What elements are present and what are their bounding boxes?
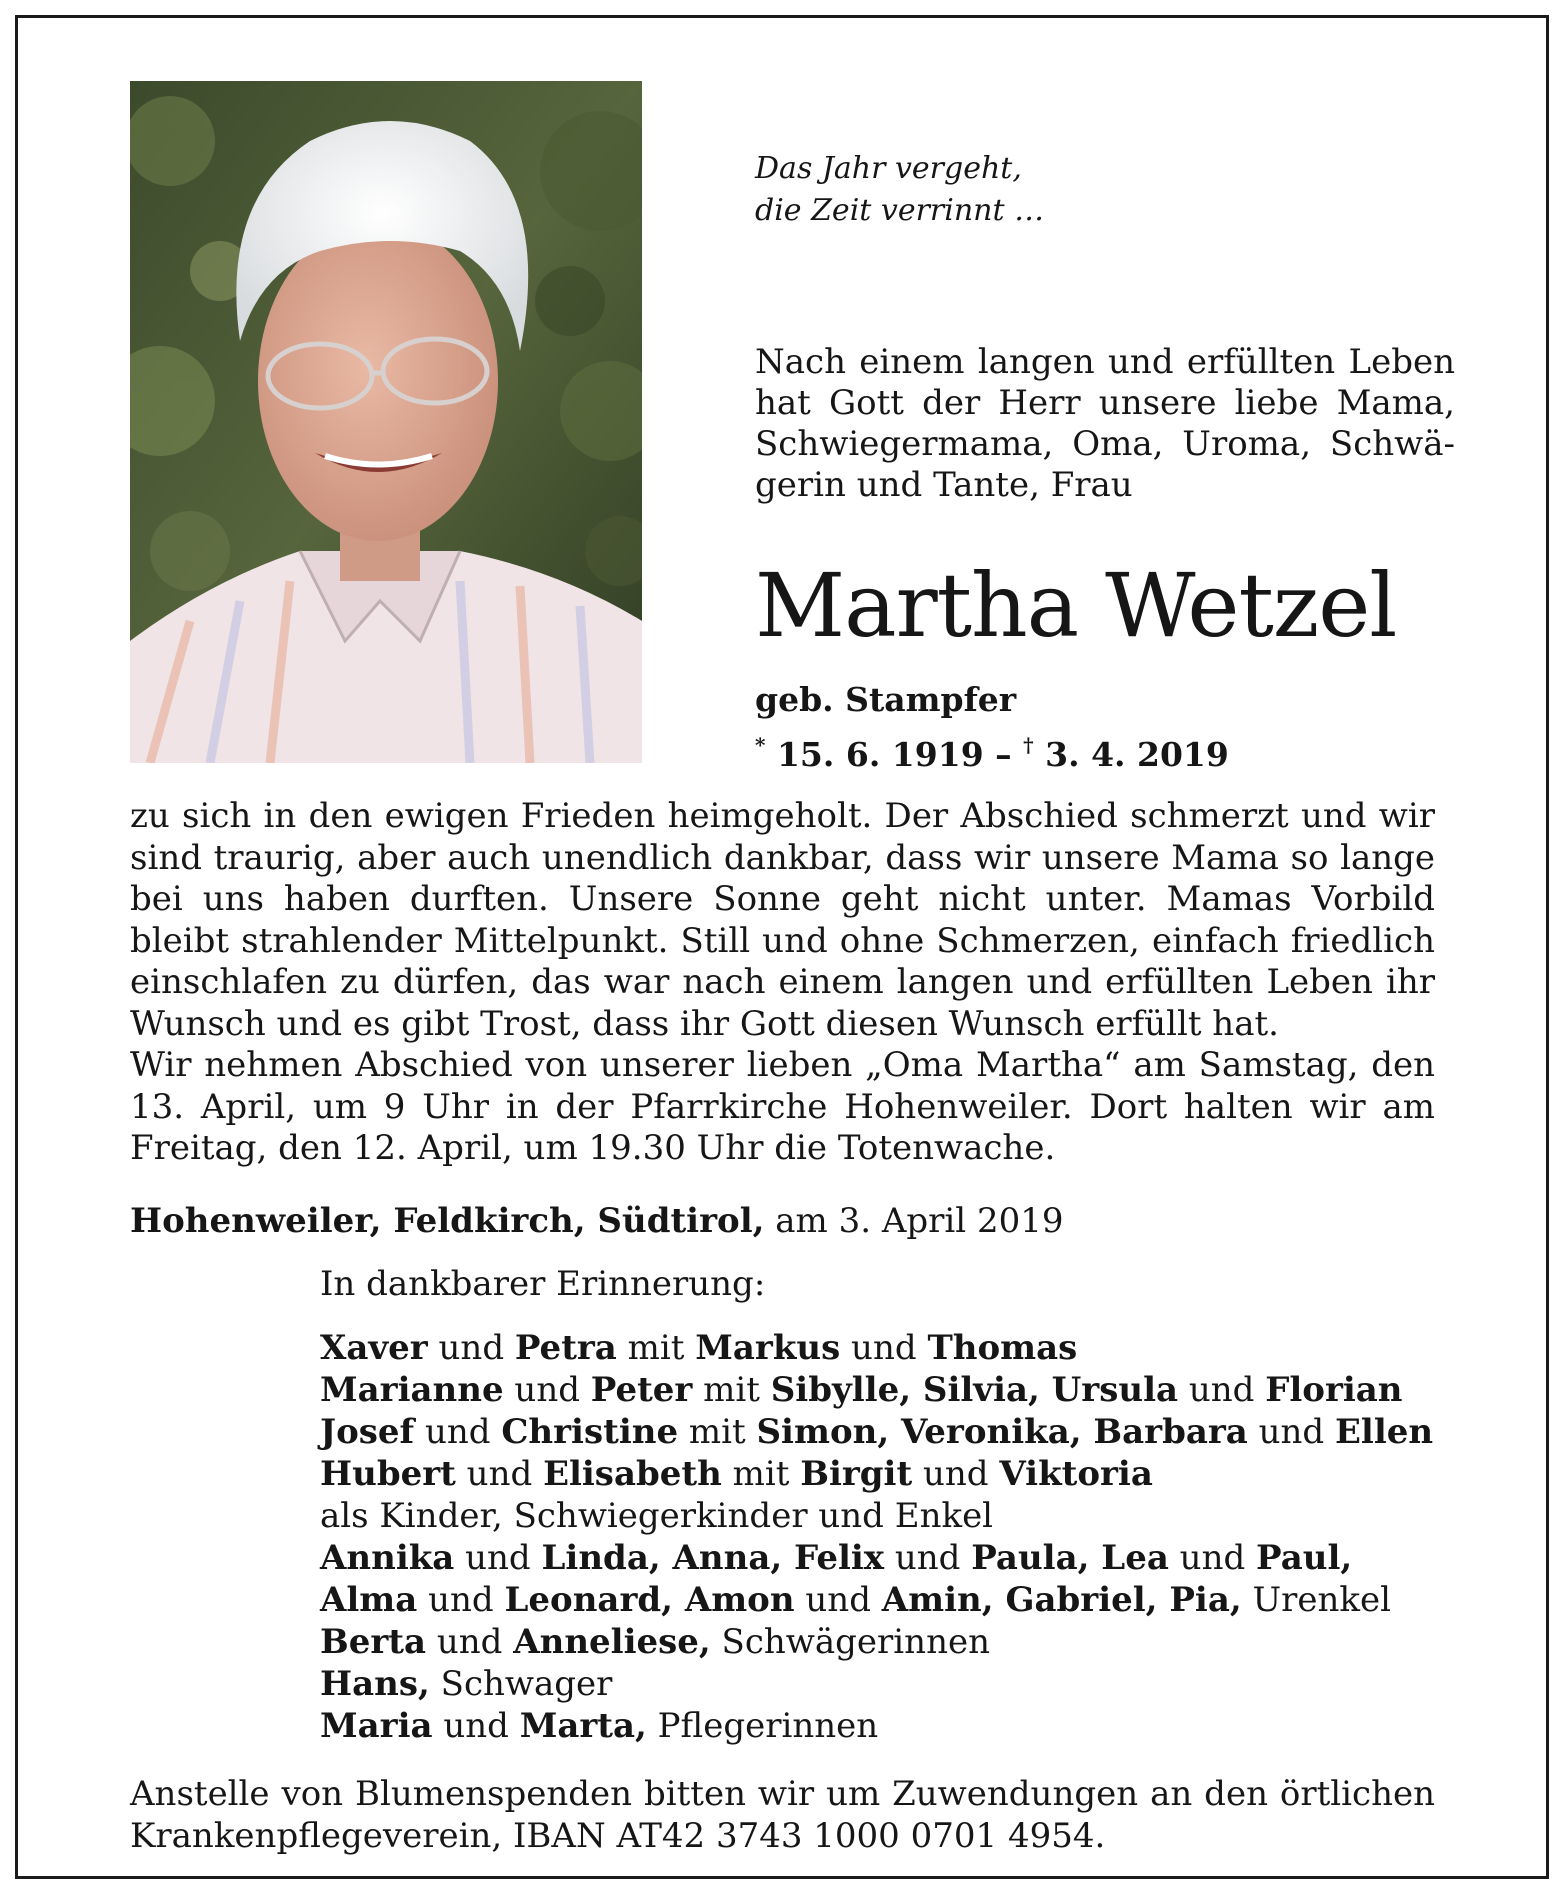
mourner-names: Simon, Veronika, Barbara (756, 1412, 1248, 1452)
mourner-names: Florian (1265, 1370, 1403, 1410)
mourner-names: Alma (320, 1580, 418, 1620)
body-line: sind traurig, aber auch unendlich dankbar, dass wir unsere Mama so lange (130, 837, 1435, 878)
birth-symbol: * (755, 733, 766, 757)
portrait-photo (130, 81, 642, 763)
mourner-names: Birgit (800, 1454, 913, 1494)
mourner-names: Petra (514, 1328, 617, 1368)
mourner-names: Leonard, Amon (504, 1580, 795, 1620)
mourner-connector: und (1247, 1412, 1336, 1452)
birth-name: geb. Stampfer (755, 680, 1017, 719)
body-line: 13. April, um 9 Uhr in der Pfarrkirche Hohenweiler. Dort halten wir am (130, 1086, 1435, 1127)
intro-line: Nach einem langen und erfüllten Leben (755, 342, 1455, 382)
mourner-names: Elisabeth (543, 1454, 722, 1494)
mourner-connector: und (794, 1580, 882, 1620)
mourner-names: Markus (695, 1328, 841, 1368)
mourner-row (320, 1453, 1433, 1495)
mourner-connector: und (454, 1538, 542, 1578)
intro-line: Schwiegermama, Oma, Uroma, Schwä- (755, 424, 1455, 464)
birth-date: 15. 6. 1919 (776, 735, 984, 774)
mourner-connector: mit (678, 1412, 757, 1452)
date-dash: – (995, 735, 1012, 774)
mourner-names: Amin, Gabriel, Pia, (881, 1580, 1242, 1620)
mourner-names: Thomas (927, 1328, 1078, 1368)
mourner-names: Annika (320, 1538, 455, 1578)
mourner-row (320, 1411, 1433, 1453)
mourner-names: Berta (320, 1622, 427, 1662)
deceased-name: Martha Wetzel (755, 554, 1397, 657)
mourner-connector: Schwager (429, 1664, 613, 1704)
mourners-heading: In dankbarer Erinnerung: (320, 1264, 766, 1304)
mourner-connector: Urenkel (1241, 1580, 1392, 1620)
mourner-names: Paul, (1256, 1538, 1353, 1578)
mourner-connector: Schwägerinnen (710, 1622, 990, 1662)
mourner-row (320, 1621, 1433, 1663)
announcement-date: am 3. April 2019 (764, 1201, 1064, 1241)
mourner-connector: und (432, 1706, 520, 1746)
mourner-connector: und (426, 1622, 514, 1662)
mourner-names: Marianne (320, 1370, 504, 1410)
mourner-names: Maria (320, 1706, 433, 1746)
intro-line: hat Gott der Herr unsere liebe Mama, (755, 383, 1455, 423)
mourner-connector: und (455, 1454, 544, 1494)
mourner-names: Hubert (320, 1454, 456, 1494)
motto (755, 148, 1044, 232)
mourner-connector: mit (692, 1370, 771, 1410)
intro-line: gerin und Tante, Frau (755, 465, 1133, 505)
place-and-date (130, 1200, 1063, 1242)
mourner-names: Sibylle, Silvia, Ursula (770, 1370, 1179, 1410)
places: Hohenweiler, Feldkirch, Südtirol, (130, 1201, 765, 1241)
body-line: zu sich in den ewigen Frieden heimgeholt. Der Abschied schmerzt und wir (130, 796, 1435, 836)
body-line: Wunsch und es gibt Trost, dass ihr Gott diesen Wunsch erfüllt hat. (130, 1003, 1279, 1044)
mourner-connector: und (912, 1454, 1000, 1494)
mourner-names: Xaver (320, 1328, 428, 1368)
mourner-row (320, 1537, 1433, 1579)
mourner-names: Paula, Lea (971, 1538, 1169, 1578)
death-symbol: † (1023, 733, 1034, 757)
mourner-connector: und (417, 1580, 505, 1620)
closing-text (130, 1773, 1435, 1857)
body-line: Freitag, den 12. April, um 19.30 Uhr die Totenwache. (130, 1128, 1056, 1168)
mourner-row (320, 1705, 1433, 1747)
mourner-names: Viktoria (999, 1454, 1153, 1494)
mourner-connector: mit (616, 1328, 696, 1368)
mourner-connector: und (840, 1328, 928, 1368)
mourner-connector: mit (721, 1454, 801, 1494)
mourner-names: Christine (501, 1412, 679, 1452)
mourner-row (320, 1495, 1433, 1537)
announcement-body (130, 796, 1435, 1170)
mourner-row (320, 1663, 1433, 1705)
motto-line: die Zeit verrinnt … (755, 193, 1045, 228)
motto-line: Das Jahr vergeht, (755, 151, 1022, 186)
mourner-names: Anneliese, (513, 1622, 711, 1662)
mourner-connector: und (1178, 1370, 1266, 1410)
mourner-rows (320, 1327, 1433, 1747)
mourners-list (320, 1263, 1433, 1747)
closing-line: Anstelle von Blumenspenden bitten wir um Zuwendungen an den örtlichen (130, 1774, 1435, 1814)
mourner-connector: und (427, 1328, 515, 1368)
mourner-row (320, 1327, 1433, 1369)
body-line: einschlafen zu dürfen, das war nach einem langen und erfüllten Leben ihr (130, 962, 1435, 1002)
body-line: Wir nehmen Abschied von unserer lieben „Oma Martha“ am Samstag, den (130, 1045, 1435, 1085)
mourner-names: Linda, Anna, Felix (541, 1538, 885, 1578)
life-dates (755, 727, 1229, 775)
body-line: bei uns haben durften. Unsere Sonne geht nicht unter. Mamas Vorbild (130, 879, 1435, 919)
mourner-connector: und (414, 1412, 502, 1452)
mourner-names: Marta, (519, 1706, 647, 1746)
mourner-names: Peter (590, 1370, 693, 1410)
intro-text (755, 342, 1455, 506)
body-line: bleibt strahlender Mittelpunkt. Still und ohne Schmerzen, einfach friedlich (130, 920, 1435, 961)
mourner-connector: als Kinder, Schwiegerkinder und Enkel (320, 1496, 994, 1536)
death-date: 3. 4. 2019 (1045, 735, 1229, 774)
mourner-names: Hans, (320, 1664, 430, 1704)
mourner-connector: Pflegerinnen (646, 1706, 879, 1746)
mourner-connector: und (503, 1370, 591, 1410)
mourner-names: Josef (320, 1412, 415, 1452)
mourner-row (320, 1369, 1433, 1411)
mourner-connector: und (1168, 1538, 1257, 1578)
closing-line: Krankenpflegeverein, IBAN AT42 3743 1000 0701 4954. (130, 1816, 1106, 1856)
mourner-row (320, 1579, 1433, 1621)
mourner-names: Ellen (1335, 1412, 1434, 1452)
mourner-connector: und (884, 1538, 972, 1578)
